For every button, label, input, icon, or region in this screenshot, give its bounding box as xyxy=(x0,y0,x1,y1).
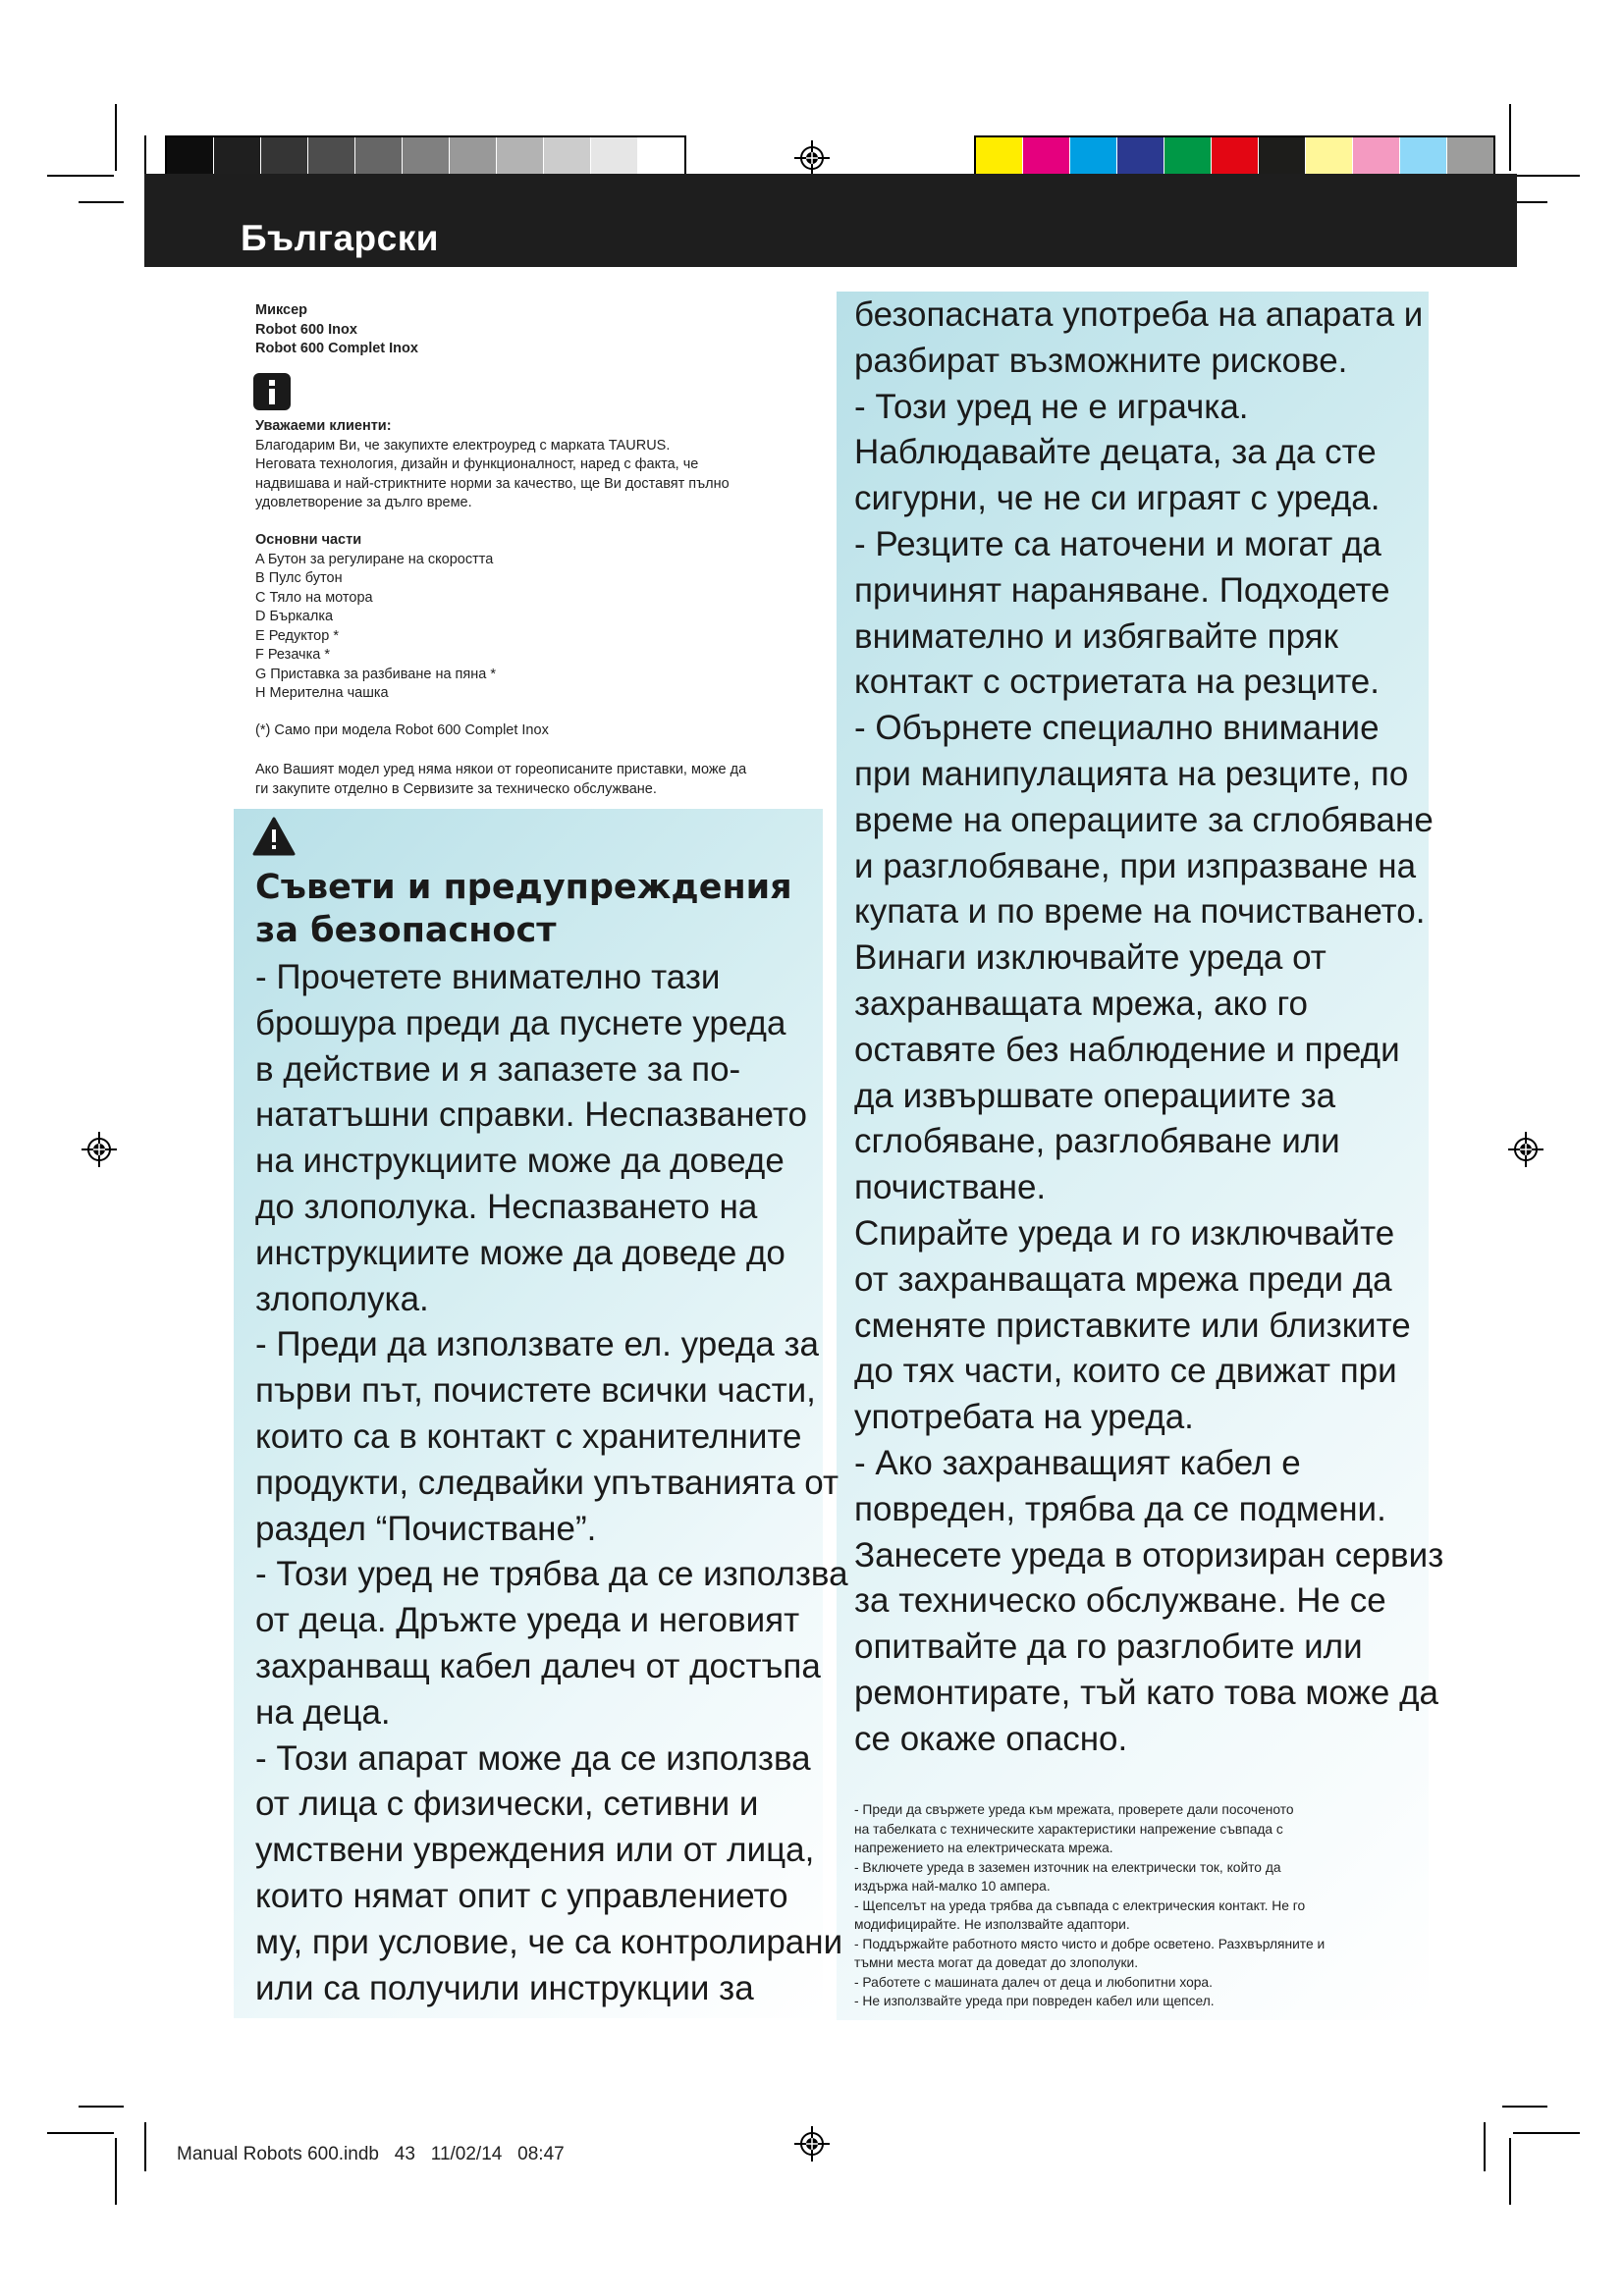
safety-text-line: оставяте без наблюдение и преди xyxy=(854,1030,1400,1069)
safety-text-line: сглобяване, разглобяване или xyxy=(854,1122,1340,1161)
crop-mark xyxy=(79,201,124,203)
safety-text-line: Винаги изключвайте уреда от xyxy=(854,938,1326,978)
parts-section xyxy=(255,531,496,704)
safety-text-left xyxy=(255,955,848,2011)
safety-text-line: или са получили инструкции за xyxy=(255,1968,754,2007)
safety-text-line: на инструкциите може да доведе xyxy=(255,1142,785,1181)
fine-print-line: модифицирайте. Не използвайте адаптори. xyxy=(854,1917,1130,1932)
product-line: Миксер xyxy=(255,302,308,318)
fine-print-line: - Поддържайте работното място чисто и добре осветено. Разхвърляните и xyxy=(854,1936,1326,1951)
safety-text-line: - Прочетете внимателно тази xyxy=(255,958,721,996)
parts-item: H Мерителна чашка xyxy=(255,685,389,701)
safety-text-line: - Този апарат може да се използва xyxy=(255,1738,811,1778)
fine-print-line: на табелката с техническите характеристики напрежение съвпада с xyxy=(854,1821,1283,1837)
safety-text-line: в действие и я запазете за по- xyxy=(255,1049,741,1089)
electrical-safety-notes xyxy=(854,1800,1325,2011)
safety-text-line: - Преди да използвате ел. уреда за xyxy=(255,1325,820,1364)
safety-text-line: - Този уред не е играчка. xyxy=(854,387,1249,426)
product-line: Robot 600 Inox xyxy=(255,321,357,338)
fine-print-line: напрежението на електрическата мрежа. xyxy=(854,1841,1113,1855)
info-icon xyxy=(253,373,291,410)
accessory-line: Ако Вашият модел уред няма някои от гореописаните приставки, може да xyxy=(255,762,747,777)
registration-mark-icon xyxy=(794,140,830,176)
intro-line: Благодарим Ви, че закупихте електроуред с марката TAURUS. xyxy=(255,437,671,454)
safety-text-line: злополука. xyxy=(255,1279,429,1318)
safety-text-line: почистване. xyxy=(854,1168,1047,1207)
crop-mark xyxy=(79,2106,124,2108)
crop-mark xyxy=(1513,175,1580,177)
safety-text-line: му, при условие, че са контролирани xyxy=(255,1922,843,1961)
safety-text-line: които нямат опит с управлението xyxy=(255,1876,788,1915)
parts-item: E Редуктор * xyxy=(255,627,339,644)
parts-item: D Бъркалка xyxy=(255,609,334,624)
safety-text-line: опитвайте да го разглобите или xyxy=(854,1628,1363,1667)
safety-text-line: при манипулацията на резците, по xyxy=(854,754,1409,793)
safety-text-line: контакт с остриетата на резците. xyxy=(854,663,1380,702)
parts-note: (*) Само при модела Robot 600 Complet Inox xyxy=(255,722,549,738)
crop-mark xyxy=(1502,2106,1547,2108)
safety-text-line: - Обърнете специално внимание xyxy=(854,709,1380,748)
crop-mark xyxy=(115,2138,117,2205)
safety-text-line: - Резците са наточени и могат да xyxy=(854,524,1381,563)
safety-text-line: повреден, трябва да се подмени. xyxy=(854,1489,1386,1528)
language-title: Български xyxy=(241,218,440,258)
safety-text-line: и разглобяване, при изпразване на xyxy=(854,846,1417,885)
safety-text-line: първи път, почистете всички части, xyxy=(255,1371,816,1411)
crop-mark xyxy=(144,2122,146,2171)
safety-text-line: употребата на уреда. xyxy=(854,1398,1194,1437)
safety-text-line: Занесете уреда в оторизиран сервиз xyxy=(854,1535,1444,1575)
safety-text-line: - Ако захранващият кабел е xyxy=(854,1443,1301,1482)
fine-print-line: - Работете с машината далеч от деца и любопитни хора. xyxy=(854,1974,1213,1990)
safety-text-line: захранващата мрежа, ако го xyxy=(854,984,1309,1023)
safety-text-line: безопасната употреба на апарата и xyxy=(854,295,1424,334)
crop-mark xyxy=(1509,104,1511,171)
safety-text-line: инструкциите може да доведе до xyxy=(255,1233,785,1272)
safety-text-line: раздел “Почистване”. xyxy=(255,1509,597,1548)
intro-line: надвишава и най-стриктните норми за качество, ще Ви доставят пълно xyxy=(255,475,730,492)
safety-text-line: сигурни, че не си играят с уреда. xyxy=(854,479,1380,518)
fine-print-line: - Преди да свържете уреда към мрежата, проверете дали посоченото xyxy=(854,1802,1294,1817)
safety-text-line: до злополука. Неспазването на xyxy=(255,1187,758,1226)
safety-text-line: от лица с физически, сетивни и xyxy=(255,1785,759,1824)
safety-text-line: купата и по време на почистването. xyxy=(854,892,1426,932)
safety-text-line: сменяте приставките или близките xyxy=(854,1306,1411,1345)
safety-text-line: разбират възможните рискове. xyxy=(854,341,1348,380)
intro-section xyxy=(255,417,730,513)
registration-mark-icon xyxy=(794,2126,830,2162)
intro-line: удовлетворение за дълго време. xyxy=(255,495,472,510)
safety-text-line: от деца. Дръжте уреда и неговият xyxy=(255,1601,800,1640)
safety-text-line: до тях части, които се движат при xyxy=(854,1352,1397,1391)
crop-mark xyxy=(47,175,114,177)
safety-title-line: за безопасност xyxy=(255,911,557,950)
safety-text-line: Наблюдавайте децата, за да сте xyxy=(854,433,1377,472)
print-slug: Manual Robots 600.indb 43 11/02/14 08:47 xyxy=(177,2144,565,2164)
safety-text-line: умствени увреждения или от лица, xyxy=(255,1831,815,1870)
fine-print-line: - Не използвайте уреда при повреден кабел или щепсел. xyxy=(854,1994,1215,2008)
parts-item: B Пулс бутон xyxy=(255,570,343,586)
fine-print-line: тъмни места могат да доведат до злополуки. xyxy=(854,1955,1139,1970)
product-line: Robot 600 Complet Inox xyxy=(255,341,418,356)
safety-text-line: от захранващата мрежа преди да xyxy=(854,1259,1392,1299)
safety-text-line: за техническо обслужване. Не се xyxy=(854,1581,1386,1621)
parts-item: A Бутон за регулиране на скоростта xyxy=(255,551,494,567)
fine-print-line: - Щепселът на уреда трябва да съвпада с електрическия контакт. Не го xyxy=(854,1897,1306,1913)
crop-mark xyxy=(1509,2138,1511,2205)
warning-triangle-icon xyxy=(252,817,296,856)
safety-text-line: се окаже опасно. xyxy=(854,1719,1128,1758)
safety-text-line: Спирайте уреда и го изключвайте xyxy=(854,1213,1395,1253)
safety-text-line: внимателно и избягвайте пряк xyxy=(854,616,1338,656)
crop-mark xyxy=(1513,2132,1580,2134)
safety-text-line: - Този уред не трябва да се използва xyxy=(255,1555,848,1594)
parts-item: C Тяло на мотора xyxy=(255,589,373,606)
safety-text-line: нататъшни справки. Неспазването xyxy=(255,1095,807,1135)
safety-text-line: захранващ кабел далеч от достъпа xyxy=(255,1646,821,1685)
safety-text-line: на деца. xyxy=(255,1692,391,1732)
product-names xyxy=(255,301,418,359)
accessory-line: ги закупите отделно в Сервизите за техническо обслужване. xyxy=(255,780,657,797)
safety-text-line: да извършвате операциите за xyxy=(854,1076,1336,1115)
safety-title xyxy=(255,866,792,952)
parts-heading: Основни части xyxy=(255,532,362,548)
safety-text-line: ремонтирате, тъй като това може да xyxy=(854,1673,1438,1712)
safety-text-line: продукти, следвайки упътванията от xyxy=(255,1463,839,1502)
crop-mark xyxy=(47,2132,114,2134)
safety-text-right xyxy=(854,293,1443,1763)
parts-item: G Приставка за разбиване на пяна * xyxy=(255,666,496,682)
fine-print-line: издържа най-малко 10 ампера. xyxy=(854,1879,1051,1894)
accessory-note xyxy=(255,761,746,799)
registration-mark-icon xyxy=(1508,1132,1543,1167)
crop-mark xyxy=(115,104,117,171)
intro-heading: Уважаеми клиенти: xyxy=(255,418,392,434)
parts-item: F Резачка * xyxy=(255,647,331,663)
crop-mark xyxy=(1484,2122,1486,2171)
safety-text-line: причинят нараняване. Подходете xyxy=(854,570,1390,610)
safety-text-line: брошура преди да пуснете уреда xyxy=(255,1003,786,1042)
safety-title-line: Съвети и предупреждения xyxy=(255,868,792,907)
safety-text-line: време на операциите за сглобяване xyxy=(854,800,1434,839)
safety-text-line: които са в контакт с хранителните xyxy=(255,1416,802,1456)
intro-line: Неговата технология, дизайн и функционалност, наред с факта, че xyxy=(255,456,699,472)
fine-print-line: - Включете уреда в заземен източник на електрически ток, който да xyxy=(854,1859,1281,1875)
registration-mark-icon xyxy=(81,1132,117,1167)
